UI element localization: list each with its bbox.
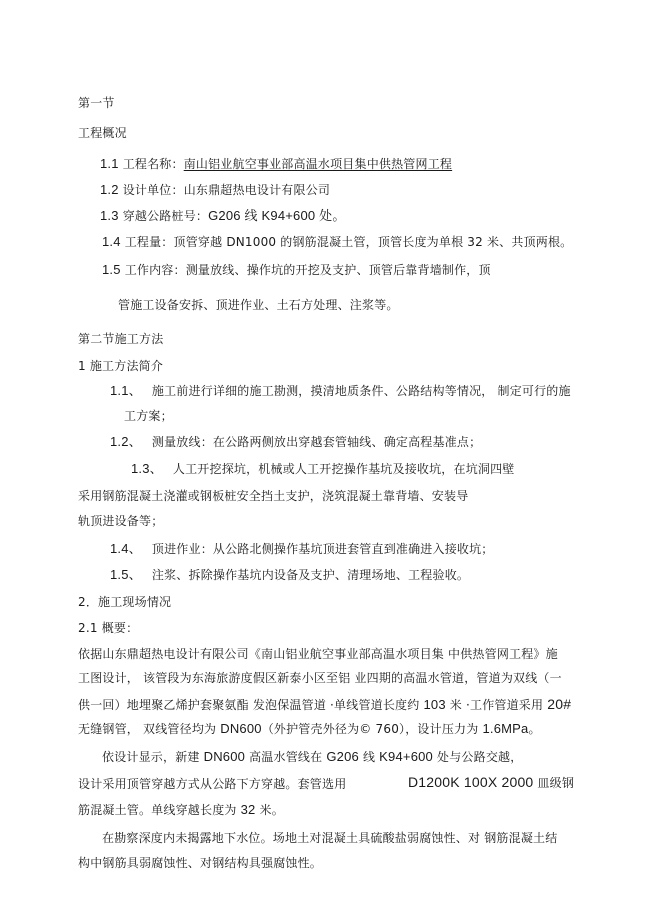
para2-line2: 设计采用顶管穿越方式从公路下方穿越。套管选用 D1200K 100X 2000 皿级钢	[78, 774, 575, 791]
step-1-5: 1.5、 注浆、拆除操作基坑内设备及支护、清理场地、工程验收。	[110, 567, 470, 582]
item-1-5-continued: 管施工设备安拆、顶进作业、土石方处理、注浆等。	[118, 298, 399, 312]
step-1-3-continued-1: 采用钢筋混凝土浇灌或钢板桩安全挡土支护，浇筑混凝土靠背墙、安装导	[78, 489, 469, 503]
para3-line2: 构中钢筋具弱腐蚀性、对钢结构具强腐蚀性。	[78, 856, 323, 870]
step-1-4: 1.4、 顶进作业：从公路北侧操作基坑顶进套管直到准确进入接收坑；	[110, 541, 494, 556]
para2-line3: 筋混凝土管。单线穿越长度为 32 米。	[78, 802, 284, 817]
casing-spec: D1200K 100X 2000	[408, 774, 534, 790]
step-1-1: 1.1、 施工前进行详细的施工勘测，摸清地质条件、公路结构等情况， 制定可行的施	[110, 383, 571, 398]
step-1-2: 1.2、 测量放线：在公路两侧放出穿越套管轴线、确定高程基准点；	[110, 434, 482, 449]
para3-line1: 在勘察深度内未揭露地下水位。场地土对混凝土具硫酸盐弱腐蚀性、对 钢筋混凝土结	[102, 831, 558, 845]
section2-title: 第二节施工方法	[78, 332, 164, 346]
item-1-4: 1.4 工程量：顶管穿越 DN1000 的钢筋混凝土管，顶管长度为单根 32 米、共顶两根。	[102, 234, 573, 249]
para1-line2: 工图设计， 该管段为东海旅游度假区新泰小区至铝 业四期的高温水管道，管道为双线（一	[78, 671, 562, 685]
para1-line1: 依据山东鼎超热电设计有限公司《南山铝业航空事业部高温水项目集 中供热管网工程》施	[78, 647, 558, 661]
item-1-3: 1.3 穿越公路桩号：G206 线 K94+600 处。	[100, 208, 346, 223]
step-1-3: 1.3、 人工开挖探坑，机械或人工开挖操作基坑及接收坑，在坑洞四壁	[131, 461, 515, 476]
step-1-3-continued-2: 轨顶进设备等；	[78, 514, 164, 528]
para1-line4: 无缝钢管， 双线管径均为 DN600（外护管壳外径为© 760），设计压力为 1.6MPa。	[78, 721, 541, 736]
para2-line1: 依设计显示，新建 DN600 高温水管线在 G206 线 K94+600 处与公路交越，	[102, 749, 523, 764]
project-name: 南山铝业航空事业部高温水项目集中供热管网工程	[183, 157, 453, 171]
subsection-1-title: 1 施工方法简介	[78, 359, 164, 373]
subsection-2-title: 2．施工现场情况	[78, 595, 172, 609]
section1-title: 第一节	[78, 96, 115, 110]
para1-line3: 供一回）地埋聚乙烯护套聚氨酯 发泡保温管道 ·单线管道长度约 103 米 ·工作管道采用 20#	[78, 696, 572, 712]
subsection-2-1-title: 2.1 概要：	[78, 621, 139, 635]
section1-subtitle: 工程概况	[78, 126, 127, 140]
item-1-1: 1.1 工程名称：南山铝业航空事业部高温水项目集中供热管网工程	[100, 156, 453, 171]
step-1-1-continued: 工方案；	[124, 409, 173, 423]
item-1-5: 1.5 工作内容：测量放线、操作坑的开挖及支护、顶管后靠背墙制作，顶	[102, 262, 491, 277]
item-1-2: 1.2 设计单位：山东鼎超热电设计有限公司	[100, 182, 331, 197]
